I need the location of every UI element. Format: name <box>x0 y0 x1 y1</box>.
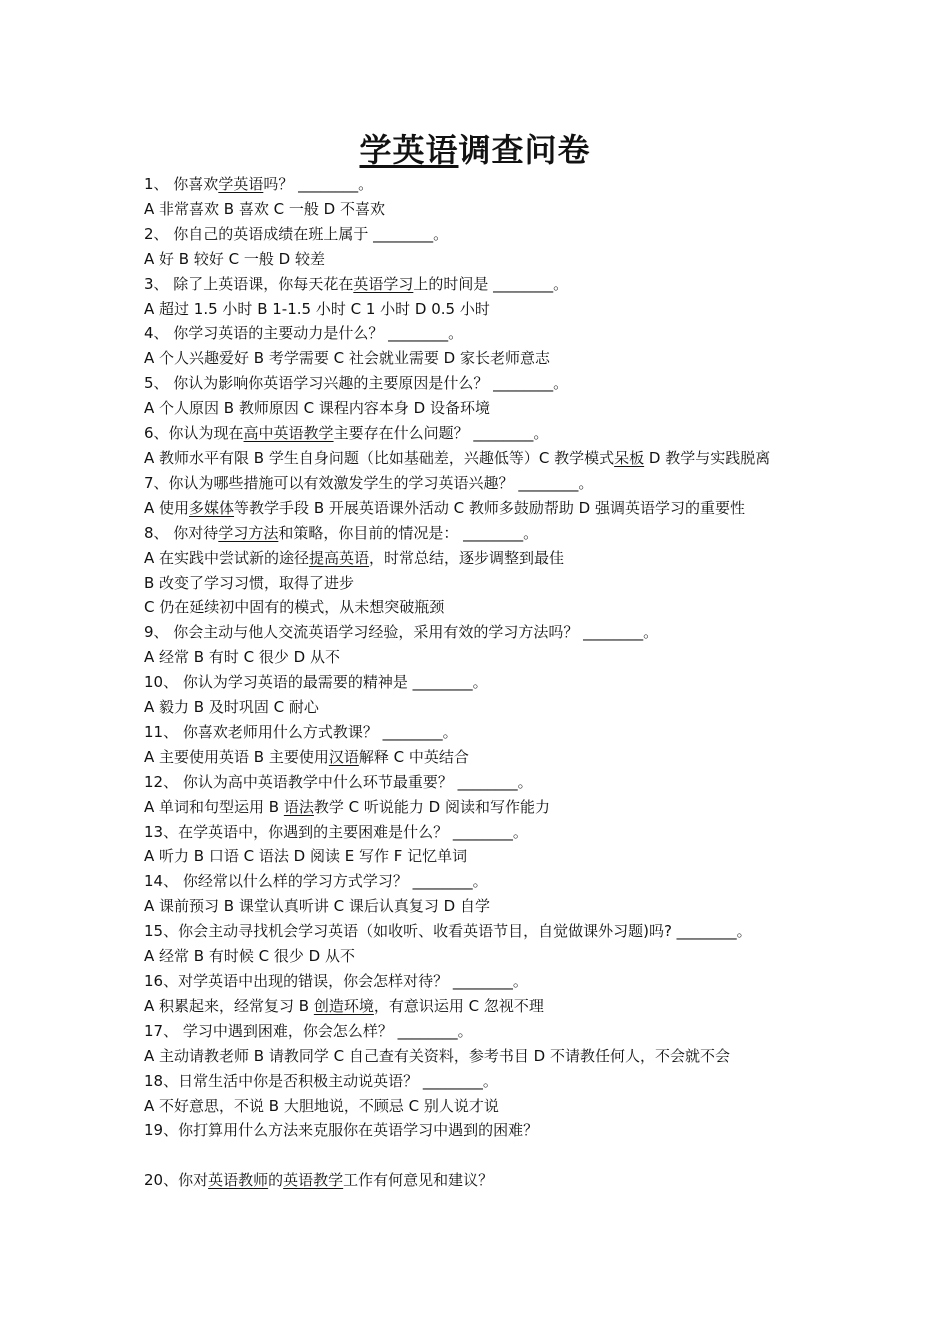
line-text: C 仍在延续初中固有的模式，从未想突破瓶颈 <box>144 598 445 617</box>
line-text: 解释 C 中英结合 <box>358 747 469 766</box>
title-rest: 调查问卷 <box>458 131 591 169</box>
question-line <box>144 919 814 944</box>
question-line <box>144 521 814 546</box>
question-line <box>144 421 814 446</box>
line-text: B 改变了学习习惯，取得了进步 <box>144 573 355 592</box>
question-line <box>144 396 814 421</box>
question-line <box>144 297 814 322</box>
underlined-term: 提高英语 <box>309 548 370 567</box>
line-text: 工作有何意见和建议？ <box>343 1171 494 1190</box>
line-text: 9、 你会主动与他人交流英语学习经验，采用有效的学习方法吗？ ________。 <box>144 623 659 642</box>
line-text: 和策略，你目前的情况是： ________。 <box>278 523 539 542</box>
line-text: 7、你认为哪些措施可以有效激发学生的学习英语兴趣？ ________。 <box>144 473 594 492</box>
question-line <box>144 197 814 222</box>
line-text: A 主要使用英语 B 主要使用 <box>144 747 329 766</box>
question-line <box>144 1044 814 1069</box>
question-line <box>144 1019 814 1044</box>
question-line <box>144 371 814 396</box>
underlined-term: 英语教学 <box>283 1171 344 1190</box>
line-text: 1、 你喜欢 <box>144 175 219 193</box>
underlined-term: 创造环境 <box>313 996 374 1015</box>
line-text: 6、你认为现在 <box>144 424 244 443</box>
question-line <box>144 272 814 297</box>
underlined-term: 高中英语教学 <box>243 424 334 443</box>
question-line <box>144 1069 814 1094</box>
question-line <box>144 496 814 521</box>
line-text: 4、 你学习英语的主要动力是什么？ ________。 <box>144 324 464 343</box>
line-text: 5、 你认为影响你英语学习兴趣的主要原因是什么？ ________。 <box>144 374 569 393</box>
line-text: 8、 你对待 <box>144 523 219 542</box>
line-text: A 个人兴趣爱好 B 考学需要 C 社会就业需要 D 家长老师意志 <box>144 349 550 368</box>
question-line <box>144 745 814 770</box>
line-text: A 听力 B 口语 C 语法 D 阅读 E 写作 F 记忆单词 <box>144 847 468 866</box>
line-text: 17、 学习中遇到困难，你会怎么样？ ________。 <box>144 1021 473 1040</box>
line-text: 19、你打算用什么方法来克服你在英语学习中遇到的困难？ <box>144 1121 539 1140</box>
question-line <box>144 969 814 994</box>
question-line <box>144 869 814 894</box>
question-line <box>144 844 814 869</box>
question-line <box>144 321 814 346</box>
line-text: A 单词和句型运用 B <box>144 797 284 816</box>
line-text: 18、日常生活中你是否积极主动说英语？ ________。 <box>144 1071 498 1090</box>
question-line <box>144 247 814 272</box>
line-text: A 在实践中尝试新的途径 <box>144 548 310 567</box>
question-line <box>144 346 814 371</box>
line-text: A 主动请教老师 B 请教同学 C 自己查有关资料，参考书目 D 不请教任何人，不会就不会 <box>144 1046 730 1065</box>
question-line <box>144 894 814 919</box>
page-title <box>0 128 950 172</box>
line-text: A 毅力 B 及时巩固 C 耐心 <box>144 698 319 717</box>
underlined-term: 汉语 <box>328 747 359 766</box>
question-line <box>144 595 814 620</box>
question-line <box>144 645 814 670</box>
line-text: 教学 C 听说能力 D 阅读和写作能力 <box>313 797 550 816</box>
line-text: 3、 除了上英语课，你每天花在 <box>144 274 354 293</box>
line-text: 主要存在什么问题？ ________。 <box>333 424 549 443</box>
underlined-term: 学英语 <box>218 175 264 193</box>
question-line <box>144 695 814 720</box>
question-line <box>144 571 814 596</box>
line-text: 12、 你认为高中英语教学中什么环节最重要？ ________。 <box>144 772 533 791</box>
question-line <box>144 1118 814 1143</box>
line-text: A 使用 <box>144 498 190 517</box>
question-line <box>144 994 814 1019</box>
line-text: A 经常 B 有时 C 很少 D 从不 <box>144 648 340 667</box>
line-text: ，有意识运用 C 忽视不理 <box>373 996 544 1015</box>
underlined-term: 呆板 <box>614 448 645 467</box>
line-text: D 教学与实践脱离 <box>644 448 771 467</box>
line-text: 吗？ ________。 <box>263 175 374 193</box>
underlined-term: 语法 <box>283 797 314 816</box>
question-line <box>144 172 814 197</box>
line-text: 上的时间是 ________。 <box>413 274 569 293</box>
line-text: A 课前预习 B 课堂认真听讲 C 课后认真复习 D 自学 <box>144 897 490 916</box>
question-line <box>144 720 814 745</box>
line-text: 13、在学英语中，你遇到的主要困难是什么？ ________。 <box>144 822 528 841</box>
line-text: A 不好意思，不说 B 大胆地说，不顾忌 C 别人说才说 <box>144 1096 499 1115</box>
questionnaire-body <box>144 172 814 1193</box>
question-line <box>144 1094 814 1119</box>
line-text: A 个人原因 B 教师原因 C 课程内容本身 D 设备环境 <box>144 399 490 418</box>
question-line <box>144 944 814 969</box>
line-text: ，时常总结，逐步调整到最佳 <box>369 548 565 567</box>
question-line <box>144 546 814 571</box>
question-line <box>144 222 814 247</box>
line-text: 10、 你认为学习英语的最需要的精神是 ________。 <box>144 673 488 692</box>
line-text: 11、 你喜欢老师用什么方式教课？ ________。 <box>144 722 458 741</box>
line-text: 20、你对 <box>144 1171 209 1190</box>
line-text: 的 <box>268 1171 284 1190</box>
underlined-term: 学习方法 <box>218 523 279 542</box>
line-text: 14、 你经常以什么样的学习方式学习？ ________。 <box>144 872 488 891</box>
question-line <box>144 1168 814 1193</box>
underlined-term: 英语学习 <box>353 274 414 293</box>
title-underlined: 学英语 <box>359 131 459 169</box>
line-text: 2、 你自己的英语成绩在班上属于 ________。 <box>144 224 449 243</box>
answer-space <box>144 1143 814 1168</box>
question-line <box>144 670 814 695</box>
question-line <box>144 820 814 845</box>
question-line <box>144 795 814 820</box>
underlined-term: 英语教师 <box>208 1171 269 1190</box>
underlined-term: 多媒体 <box>189 498 235 517</box>
line-text: A 经常 B 有时候 C 很少 D 从不 <box>144 947 355 966</box>
line-text: A 教师水平有限 B 学生自身问题（比如基础差，兴趣低等）C 教学模式 <box>144 448 615 467</box>
line-text: A 积累起来，经常复习 B <box>144 996 314 1015</box>
question-line <box>144 620 814 645</box>
question-line <box>144 770 814 795</box>
line-text: 15、你会主动寻找机会学习英语（如收听、收看英语节目，自觉做课外习题)吗? ________。 <box>144 922 752 941</box>
line-text: A 好 B 较好 C 一般 D 较差 <box>144 249 325 268</box>
line-text: 16、对学英语中出现的错误，你会怎样对待？ ________。 <box>144 972 528 990</box>
question-line <box>144 471 814 496</box>
line-text: A 超过 1.5 小时 B 1-1.5 小时 C 1 小时 D 0.5 小时 <box>144 299 490 318</box>
line-text: 等教学手段 B 开展英语课外活动 C 教师多鼓励帮助 D 强调英语学习的重要性 <box>234 498 745 517</box>
line-text: A 非常喜欢 B 喜欢 C 一般 D 不喜欢 <box>144 199 385 218</box>
question-line <box>144 446 814 471</box>
